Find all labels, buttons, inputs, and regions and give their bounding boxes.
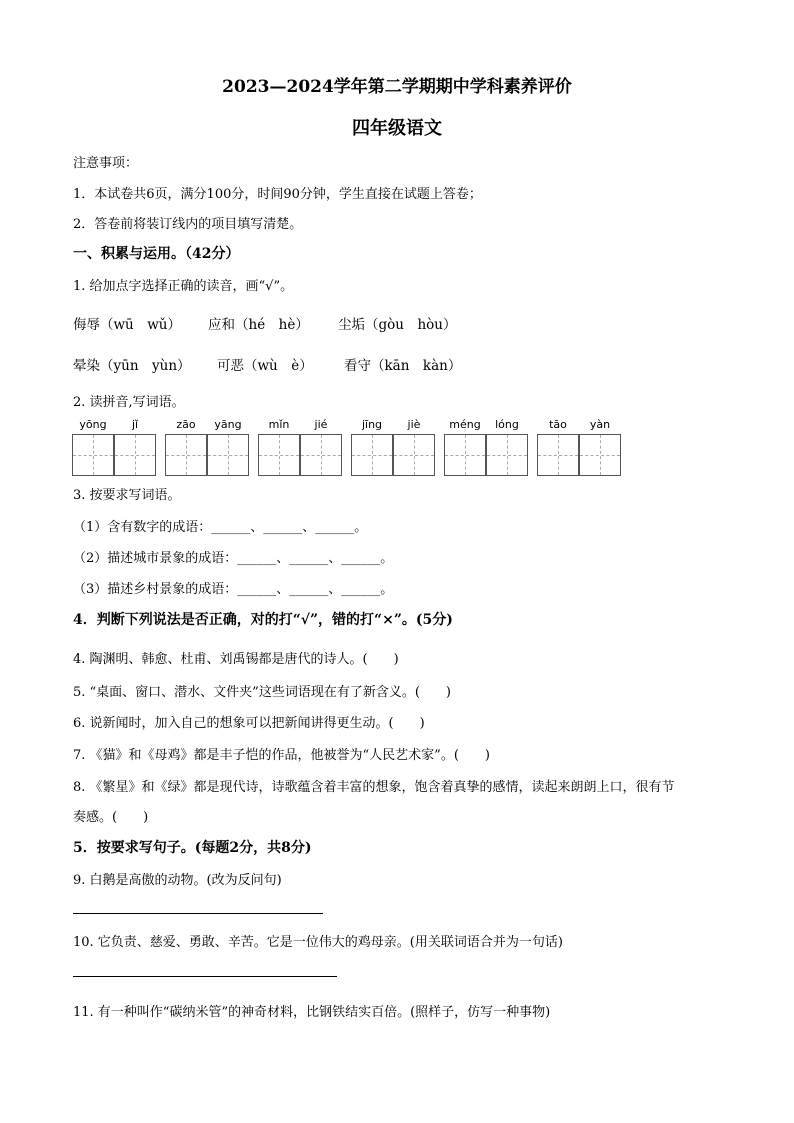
question-3-item-3: （3）描述乡村景象的成语：______、______、______。 xyxy=(73,582,394,597)
pinyin-label: méng xyxy=(449,418,481,431)
writing-box[interactable] xyxy=(393,434,435,476)
question-7: 7. 《猫》和《母鸡》都是丰子恺的作品，他被誉为“人民艺术家”。( ) xyxy=(73,748,490,763)
pronunciation-item: 晕染（yūn yùn） xyxy=(73,358,191,374)
writing-box[interactable] xyxy=(114,434,156,476)
pinyin-label: yāng xyxy=(214,418,242,431)
notes-item-2: 2．答卷前将装订线内的项目填写清楚。 xyxy=(73,217,303,232)
question-3-item-2: （2）描述城市景象的成语：______、______、______。 xyxy=(73,551,394,566)
question-8-line-2: 奏感。( ) xyxy=(73,810,149,825)
question-11: 11. 有一种叫作“碳纳米管”的神奇材料，比钢铁结实百倍。(照样子，仿写一种事物) xyxy=(73,1005,551,1020)
pronunciation-item: 看守（kān kàn） xyxy=(344,358,462,374)
writing-box[interactable] xyxy=(72,434,114,476)
pinyin-label: yàn xyxy=(589,418,611,431)
pronunciation-item: 尘垢（gòu hòu） xyxy=(338,317,457,333)
pronunciation-item: 应和（hé hè） xyxy=(208,317,309,333)
pinyin-label: jǐ xyxy=(131,418,139,431)
exam-title: 2023—2024学年第二学期期中学科素养评价 xyxy=(222,77,572,97)
pinyin-label: mǐn xyxy=(268,418,290,431)
section-5-heading: 5．按要求写句子。(每题2分，共8分) xyxy=(73,840,312,856)
pronunciation-item: 可恶（wù è） xyxy=(217,358,313,374)
writing-box[interactable] xyxy=(486,434,528,476)
question-5: 5. “桌面、窗口、潜水、文件夹”这些词语现在有了新含义。( ) xyxy=(73,685,451,700)
question-9: 9. 白鹅是高傲的动物。(改为反问句) xyxy=(73,873,282,888)
pinyin-label: jiè xyxy=(407,418,421,431)
question-3-item-1: （1）含有数字的成语：______、______、______。 xyxy=(73,520,368,535)
exam-subtitle: 四年级语文 xyxy=(352,118,442,139)
answer-line[interactable] xyxy=(73,976,337,977)
question-1-prompt: 1. 给加点字选择正确的读音，画“√”。 xyxy=(73,279,294,294)
section-4-heading: 4．判断下列说法是否正确，对的打“√”，错的打“×”。(5分) xyxy=(73,612,453,628)
pinyin-label: jīng xyxy=(361,418,383,431)
question-8-line-1: 8. 《繁星》和《绿》都是现代诗，诗歌蕴含着丰富的想象，饱含着真挚的感情，读起来朗朗上口，很有节 xyxy=(73,780,675,795)
writing-box[interactable] xyxy=(579,434,621,476)
writing-box[interactable] xyxy=(258,434,300,476)
notes-heading: 注意事项： xyxy=(73,156,139,171)
pronunciation-item: 侮辱（wū wǔ） xyxy=(73,317,181,333)
pinyin-label: lóng xyxy=(495,418,519,431)
pinyin-label: tāo xyxy=(549,418,567,431)
writing-box[interactable] xyxy=(537,434,579,476)
section-1-heading: 一、积累与运用。（42分） xyxy=(73,246,240,262)
pinyin-label: yōng xyxy=(79,418,107,431)
question-3-prompt: 3. 按要求写词语。 xyxy=(73,488,181,503)
question-6: 6. 说新闻时，加入自己的想象可以把新闻讲得更生动。( ) xyxy=(73,716,425,731)
question-2-prompt: 2. 读拼音,写词语。 xyxy=(73,395,185,410)
notes-item-1: 1．本试卷共6页，满分100分，时间90分钟，学生直接在试题上答卷； xyxy=(73,187,482,202)
writing-box[interactable] xyxy=(444,434,486,476)
writing-box[interactable] xyxy=(300,434,342,476)
pinyin-label: jié xyxy=(314,418,328,431)
question-10: 10. 它负责、慈爱、勇敢、辛苦。它是一位伟大的鸡母亲。(用关联词语合并为一句话) xyxy=(73,935,563,950)
writing-box[interactable] xyxy=(207,434,249,476)
pinyin-label: zāo xyxy=(176,418,196,431)
answer-line[interactable] xyxy=(73,913,323,914)
writing-box[interactable] xyxy=(165,434,207,476)
question-4: 4. 陶渊明、韩愈、杜甫、刘禹锡都是唐代的诗人。( ) xyxy=(73,652,399,667)
writing-box[interactable] xyxy=(351,434,393,476)
